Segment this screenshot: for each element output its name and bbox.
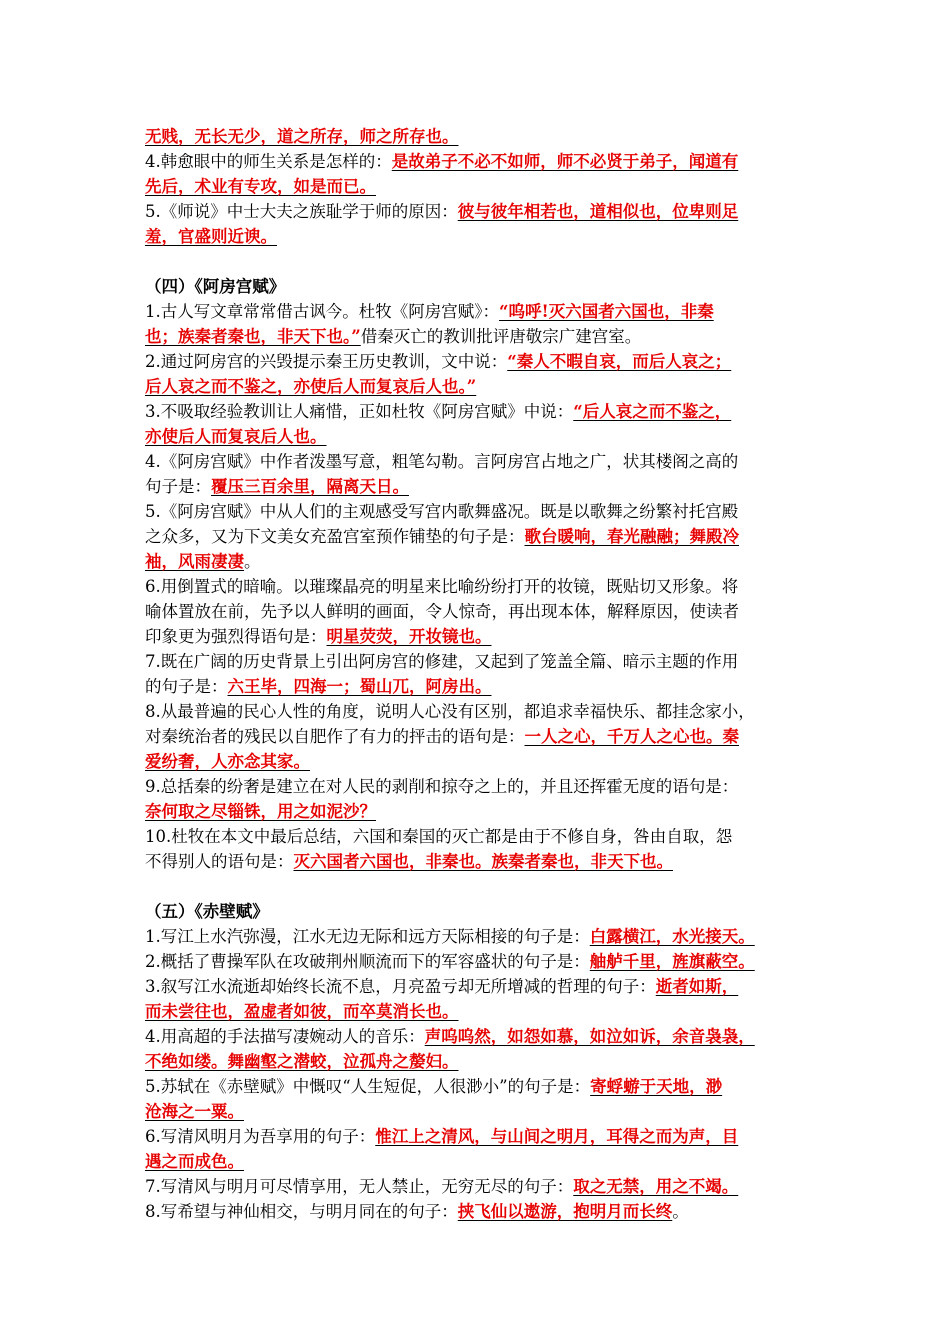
text-line xyxy=(145,224,825,249)
question-text: 4.《阿房宫赋》中作者泼墨写意，粗笔勾勒。言阿房宫占地之广，状其楼阁之高的 xyxy=(145,452,739,471)
question-text: 6.用倒置式的暗喻。以璀璨晶亮的明星来比喻纷纷打开的妆镜，既贴切又形象。将 xyxy=(145,577,739,596)
text-line xyxy=(145,1049,825,1074)
text-line xyxy=(145,974,825,999)
answer-text: 沧海之一粟。 xyxy=(145,1102,244,1121)
answer-text: 也；族秦者秦也，非天下也。” xyxy=(145,327,361,346)
text-line xyxy=(145,424,825,449)
question-text: 6.写清风明月为吾享用的句子： xyxy=(145,1127,376,1146)
trailing-text: 借秦灭亡的教训批评唐敬宗广建宫室。 xyxy=(360,327,642,346)
answer-text: “呜呼!灭六国者六国也，非秦 xyxy=(499,302,714,321)
question-text: 3.不吸取经验教训让人痛惜，正如杜牧《阿房宫赋》中说： xyxy=(145,402,574,421)
question-text: 1.古人写文章常常借古讽今。杜牧《阿房宫赋》： xyxy=(145,302,499,321)
answer-text: 而未尝往也，盈虚者如彼，而卒莫消长也。 xyxy=(145,1002,459,1021)
question-text: 8.写希望与神仙相交，与明月同在的句子： xyxy=(145,1202,458,1221)
answer-text: 取之无禁，用之不竭。 xyxy=(573,1177,739,1196)
question-text: 4.韩愈眼中的师生关系是怎样的： xyxy=(145,152,392,171)
section-heading: （五）《赤壁赋》 xyxy=(145,902,269,921)
answer-text: 寄蜉蝣于天地，渺 xyxy=(590,1077,723,1096)
question-text: 印象更为强烈得语句是： xyxy=(145,627,327,646)
document-page xyxy=(145,124,825,1224)
text-line xyxy=(145,149,825,174)
text-line xyxy=(145,749,825,774)
question-text: 不得别人的语句是： xyxy=(145,852,294,871)
text-line xyxy=(145,324,825,349)
answer-text: 是故弟子不必不如师，师不必贤于弟子，闻道有 xyxy=(391,152,739,171)
answer-text: “后人哀之而不鉴之， xyxy=(573,402,732,421)
question-text: 5.苏轼在《赤壁赋》中慨叹“人生短促，人很渺小”的句子是： xyxy=(145,1077,591,1096)
answer-text: 袖，风雨凄凄 xyxy=(145,552,244,571)
text-line xyxy=(145,799,825,824)
section-heading: （四）《阿房宫赋》 xyxy=(145,277,286,296)
text-line xyxy=(145,1024,825,1049)
answer-text: 后人哀之而不鉴之，亦使后人而复哀后人也。” xyxy=(145,377,477,396)
question-text: 4.用高超的手法描写凄婉动人的音乐： xyxy=(145,1027,425,1046)
question-text: 10.杜牧在本文中最后总结，六国和秦国的灭亡都是由于不修自身，咎由自取，怨 xyxy=(145,827,733,846)
question-text: 8.从最普遍的民心人性的角度，说明人心没有区别，都追求幸福快乐、都挂念家小， xyxy=(145,702,755,721)
answer-text: 声呜呜然，如怨如慕，如泣如诉，余音袅袅， xyxy=(424,1027,755,1046)
text-line xyxy=(145,1099,825,1124)
text-line xyxy=(145,174,825,199)
question-text: 之众多，又为下文美女充盈宫室预作铺垫的句子是： xyxy=(145,527,525,546)
text-line xyxy=(145,549,825,574)
answer-text: 爱纷奢，人亦念其家。 xyxy=(145,752,310,771)
answer-text: 白露横江，水光接天。 xyxy=(589,927,755,946)
text-line xyxy=(145,1149,825,1174)
answer-text: 一人之心，千万人之心也。秦 xyxy=(524,727,739,746)
answer-text: 不绝如缕。舞幽壑之潜蛟，泣孤舟之嫠妇。 xyxy=(145,1052,459,1071)
question-text: 5.《阿房宫赋》中从人们的主观感受写宫内歌舞盛况。既是以歌舞之纷繁衬托宫殿 xyxy=(145,502,739,521)
text-line xyxy=(145,199,825,224)
answer-text: 舳舻千里，旌旗蔽空。 xyxy=(589,952,755,971)
trailing-text: 。 xyxy=(672,1202,689,1221)
question-text: 喻体置放在前，先予以人鲜明的画面，令人惊奇，再出现本体，解释原因，使读者 xyxy=(145,602,739,621)
answer-text: 灭六国者六国也，非秦也。族秦者秦也，非天下也。 xyxy=(293,852,673,871)
text-line xyxy=(145,824,825,849)
trailing-text: 。 xyxy=(244,552,261,571)
text-line xyxy=(145,399,825,424)
text-line xyxy=(145,449,825,474)
question-text: 7.既在广阔的历史背景上引出阿房宫的修建，又起到了笼盖全篇、暗示主题的作用 xyxy=(145,652,739,671)
answer-text: “秦人不暇自哀，而后人哀之； xyxy=(507,352,732,371)
text-line xyxy=(145,649,825,674)
text-line xyxy=(145,1199,825,1224)
question-text: 对秦统治者的残民以自肥作了有力的抨击的语句是： xyxy=(145,727,525,746)
text-line xyxy=(145,374,825,399)
text-line xyxy=(145,849,825,874)
text-line xyxy=(145,1074,825,1099)
text-line xyxy=(145,1124,825,1149)
answer-text: 彼与彼年相若也，道相似也，位卑则足 xyxy=(457,202,739,221)
text-line xyxy=(145,699,825,724)
question-text: 2.通过阿房宫的兴毁提示秦王历史教训，文中说： xyxy=(145,352,508,371)
text-line xyxy=(145,599,825,624)
answer-text: 羞，官盛则近谀。 xyxy=(145,227,277,246)
text-line xyxy=(145,624,825,649)
text-line xyxy=(145,349,825,374)
answer-text: 先后，术业有专攻，如是而已。 xyxy=(145,177,376,196)
text-line xyxy=(145,574,825,599)
question-text: 7.写清风与明月可尽情享用，无人禁止，无穷无尽的句子： xyxy=(145,1177,574,1196)
blank-line xyxy=(145,249,825,274)
answer-text: 逝者如斯， xyxy=(655,977,739,996)
answer-text: 挟飞仙以遨游，抱明月而长终 xyxy=(457,1202,673,1221)
answer-text: 惟江上之清风，与山间之明月，耳得之而为声，目 xyxy=(375,1127,739,1146)
text-line xyxy=(145,124,825,149)
text-line xyxy=(145,499,825,524)
blank-line xyxy=(145,874,825,899)
text-line xyxy=(145,674,825,699)
answer-text: 覆压三百余里，隔离天日。 xyxy=(211,477,409,496)
text-line xyxy=(145,724,825,749)
answer-text: 无贱，无长无少，道之所存，师之所存也。 xyxy=(145,127,459,146)
question-text: 1.写江上水汽弥漫，江水无边无际和远方天际相接的句子是： xyxy=(145,927,590,946)
question-text: 句子是： xyxy=(145,477,211,496)
answer-text: 遇之而成色。 xyxy=(145,1152,244,1171)
question-text: 3.叙写江水流逝却始终长流不息，月亮盈亏却无所增减的哲理的句子： xyxy=(145,977,656,996)
question-text: 的句子是： xyxy=(145,677,228,696)
answer-text: 明星荧荧，开妆镜也。 xyxy=(326,627,492,646)
question-text: 9.总括秦的纷奢是建立在对人民的剥削和掠夺之上的，并且还挥霍无度的语句是： xyxy=(145,777,739,796)
text-line xyxy=(145,474,825,499)
text-line xyxy=(145,949,825,974)
text-line xyxy=(145,999,825,1024)
answer-text: 歌台暖响，春光融融；舞殿冷 xyxy=(524,527,739,546)
text-line xyxy=(145,924,825,949)
text-line xyxy=(145,299,825,324)
text-line xyxy=(145,1174,825,1199)
answer-text: 六王毕，四海一；蜀山兀，阿房出。 xyxy=(227,677,492,696)
text-line xyxy=(145,524,825,549)
question-text: 5.《师说》中士大夫之族耻学于师的原因： xyxy=(145,202,458,221)
answer-text: 奈何取之尽锱铢，用之如泥沙？ xyxy=(145,802,376,821)
text-line xyxy=(145,774,825,799)
question-text: 2.概括了曹操军队在攻破荆州顺流而下的军容盛状的句子是： xyxy=(145,952,590,971)
answer-text: 亦使后人而复哀后人也。 xyxy=(145,427,327,446)
